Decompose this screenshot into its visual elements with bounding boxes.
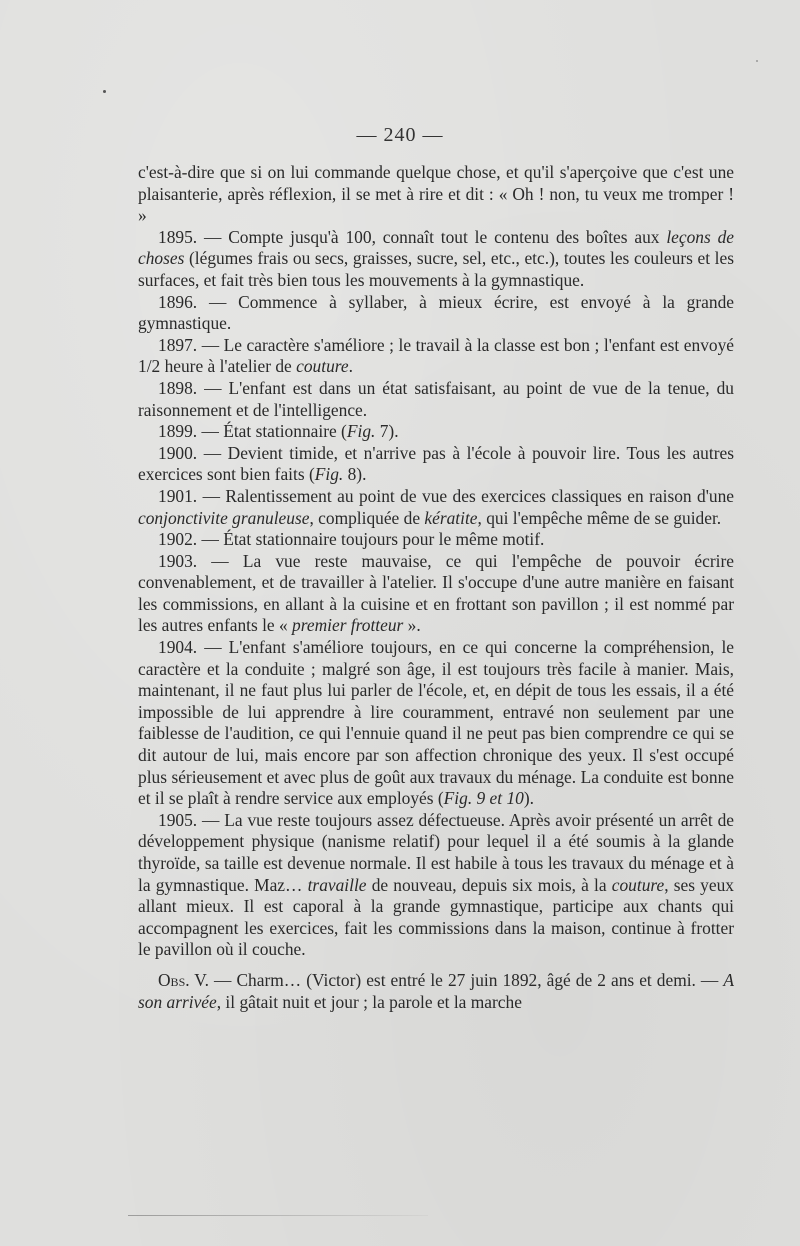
italic-text: premier frotteur — [292, 615, 404, 636]
text-run: — La vue reste mauvaise, ce qui l'empêche de pouvoir écrire convenablement, et de travailler à l'atelier. Il s'occupe d'une autre manière en faisant les commissions, en allant à la cuisine et en frottant son pavillon ; il est nommé par les autres enfants le « — [138, 550, 734, 636]
italic-text: Fig. 9 et 10 — [443, 788, 524, 809]
year-label: 1901. — [158, 485, 198, 506]
text-run: , il gâtait nuit et jour ; la parole et la marche — [216, 991, 522, 1012]
text-run: — Devient timide, et n'arrive pas à l'école à pouvoir lire. Tous les autres exercices sont bien faits ( — [138, 442, 734, 485]
paragraph-1898 — [138, 378, 734, 421]
text-run: — L'enfant s'améliore toujours, en ce qui concerne la compréhension, le caractère et la conduite ; malgré son âge, il est toujours très facile à manier. Mais, maintenant, il ne faut plus lui parler de l'école, et, en dépit de tous les essais, il a été impossible de lui apprendre à lire couramment, entravé non seulement par une faiblesse de l'audition, ce qui l'ennuie quand il ne peut pas bien comprendre ce qui se dit autour de lui, mais encore par son affection chronique des yeux. Il s'est occupé plus sérieusement et avec plus de goût aux travaux du ménage. La conduite est bonne et il se plaît à rendre service aux employés ( — [138, 637, 734, 809]
year-label: 1903. — [158, 550, 198, 571]
paragraph-intro — [138, 162, 734, 227]
text-run: , compliquée de — [309, 507, 425, 528]
text-run: . — [348, 356, 353, 377]
year-label: 1904. — [158, 637, 198, 658]
text-run: — Commence à syllaber, à mieux écrire, est envoyé à la grande gymnastique. — [138, 291, 734, 334]
year-label: 1902. — [158, 529, 198, 550]
text-run: — État stationnaire toujours pour le même motif. — [197, 529, 545, 550]
ink-speck — [756, 60, 758, 62]
text-run: — Le caractère s'améliore ; le travail à la classe est bon ; l'enfant est envoyé 1/2 heure à l'atelier de — [138, 334, 734, 377]
observation-label: Obs. V. — [158, 969, 209, 990]
paragraph-1897 — [138, 335, 734, 378]
year-label: 1898. — [158, 377, 198, 398]
text-run: de nouveau, depuis six mois, à la — [366, 874, 612, 895]
italic-text: Fig. — [314, 464, 344, 485]
year-label: 1897. — [158, 334, 198, 355]
paragraph-1905 — [138, 810, 734, 961]
bottom-rule — [128, 1215, 428, 1216]
italic-text: Fig. — [346, 421, 376, 442]
year-label: 1905. — [158, 809, 198, 830]
text-run: — Compte jusqu'à 100, connaît tout le contenu des boîtes aux — [197, 226, 667, 247]
year-label: 1895. — [158, 226, 198, 247]
body-text — [138, 162, 734, 1013]
paragraph-1895 — [138, 227, 734, 292]
paragraph-1904 — [138, 637, 734, 810]
text-run: , qui l'empêche même de se guider. — [477, 507, 722, 528]
text-run: ). — [523, 788, 534, 809]
italic-text: conjonctivite granuleuse — [138, 507, 310, 528]
paragraph-observation-v — [138, 970, 734, 1013]
text-run: — Ralentissement au point de vue des exercices classiques en raison d'une — [197, 485, 734, 506]
italic-text: kératite — [424, 507, 478, 528]
text-run: , ses yeux allant mieux. Il est caporal à la grande gymnastique, participe aux chants qui accompagnent les exercices, fait les commissions dans la maison, continue à frotter le pavillon où il couche. — [138, 874, 734, 960]
text-run: — L'enfant est dans un état satisfaisant, au point de vue de la tenue, du raisonnement et de l'intelligence. — [138, 377, 734, 420]
paragraph-1900 — [138, 443, 734, 486]
year-label: 1896. — [158, 291, 198, 312]
text-run: ». — [403, 615, 421, 636]
text-run: 8). — [343, 464, 367, 485]
text-run: 7). — [375, 421, 399, 442]
italic-text: couture — [611, 874, 665, 895]
paragraph-1903 — [138, 551, 734, 637]
paragraph-1901 — [138, 486, 734, 529]
italic-text: A son arrivée — [138, 969, 734, 1012]
paragraph-1902 — [138, 529, 734, 551]
italic-text: leçons de choses — [138, 226, 734, 269]
italic-text: travaille — [307, 874, 367, 895]
paragraph-1896 — [138, 292, 734, 335]
ink-speck — [103, 90, 106, 93]
paragraph-1899 — [138, 421, 734, 443]
text-run: c'est-à-dire que si on lui commande quelque chose, et qu'il s'aperçoive que c'est une plaisanterie, après réflexion, il se met à rire et dit : « Oh ! non, tu veux me tromper ! » — [138, 162, 734, 226]
year-label: 1899. — [158, 421, 198, 442]
page-number: — 240 — — [356, 124, 444, 146]
text-run: — La vue reste toujours assez défectueuse. Après avoir présenté un arrêt de développement physique (nanisme relatif) pour lequel il a été soumis à la glande thyroïde, sa taille est devenue normale. Il est habile à tous les travaux du ménage et à la gymnastique. Maz… — [138, 809, 734, 895]
year-label: 1900. — [158, 442, 198, 463]
italic-text: couture — [296, 356, 349, 377]
text-run: (légumes frais ou secs, graisses, sucre, sel, etc., etc.), toutes les couleurs et les surfaces, et fait très bien tous les mouvements à la gymnastique. — [138, 248, 734, 290]
text-run: — Charm… (Victor) est entré le 27 juin 1892, âgé de 2 ans et demi. — — [208, 969, 724, 990]
text-run: — État stationnaire ( — [197, 421, 347, 442]
